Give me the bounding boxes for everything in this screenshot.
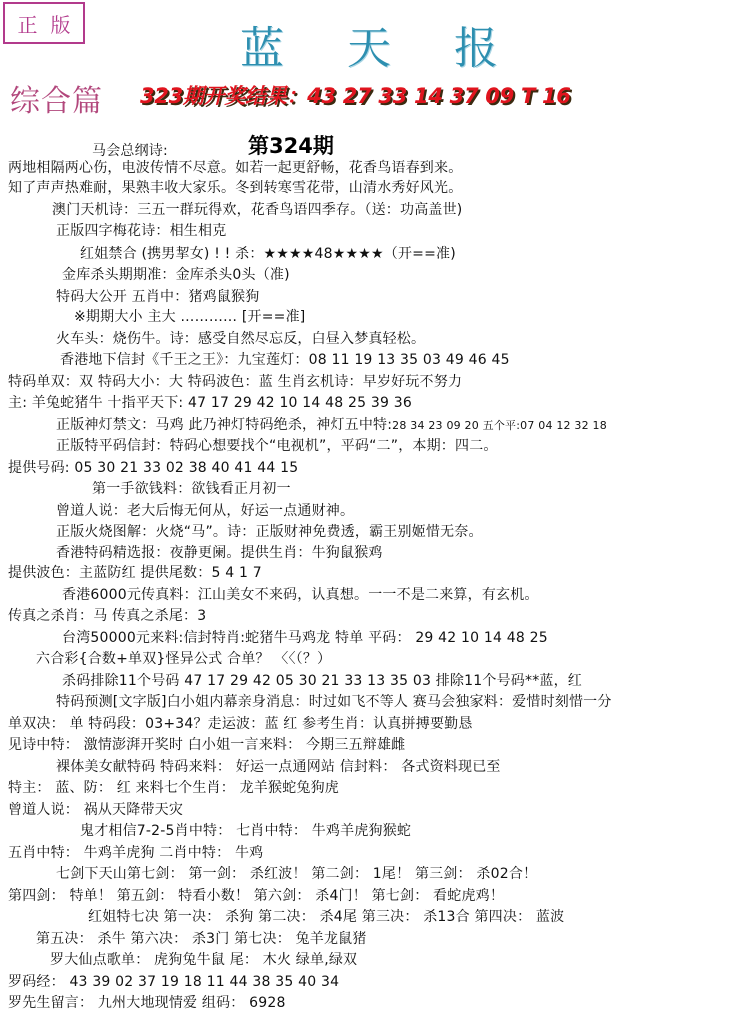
text-line — [8, 972, 339, 992]
line-text: 香港地下信封《千王之王》：九宝莲灯：08 11 19 13 35 03 49 46 45 — [60, 352, 510, 368]
text-line — [62, 265, 290, 285]
text-line — [8, 735, 405, 755]
text-line — [56, 329, 425, 349]
line-text: 曾道人说： 祸从天降带天灾 — [8, 802, 184, 818]
text-line — [8, 800, 183, 820]
line-text: 提供波色：主蓝防红 提供尾数：5 4 1 7 — [8, 565, 262, 581]
line-text: 马会总纲诗: — [92, 143, 168, 159]
text-line — [62, 628, 548, 648]
line-text: 特码大公开 五肖中：猪鸡鼠猴狗 — [56, 289, 260, 305]
text-line — [60, 350, 510, 370]
text-line — [50, 950, 357, 970]
line-text: 罗码经： 43 39 02 37 19 18 11 44 38 35 40 34 — [8, 974, 340, 990]
line-text: 知了声声热难耐，果熟丰收大家乐。冬到转寒雪花带，山清水秀好风光。 — [8, 180, 463, 196]
line-text: 两地相隔两心伤，电波传情不尽意。如若一起更舒畅，花香鸟语春到来。 — [8, 160, 463, 176]
text-line — [56, 864, 537, 884]
line-text: 香港特码精选报：夜静更阑。提供生肖：牛狗鼠猴鸡 — [56, 545, 383, 561]
line-text: 特码预测[文字版]白小姐内幕亲身消息：时过如飞不等人 赛马会独家料：爱惜时刻惜一分 — [56, 694, 612, 710]
text-line — [52, 200, 462, 220]
line-text: 六合彩{合数+单双}怪异公式 合单？ 〈〈（？） — [36, 651, 332, 667]
line-text: 传真之杀肖：马 传真之杀尾：3 — [8, 608, 207, 624]
line-text: 正版四字梅花诗：相生相克 — [56, 223, 227, 239]
text-line — [56, 221, 226, 241]
line-text: 第一手欲钱料：欲钱看正月初一 — [92, 481, 291, 497]
draw-result-banner: 323期开奖结果：43 27 33 14 37 09 T 16 — [140, 84, 571, 108]
line-text: ※期期大小 主大 ………… [开==准] — [74, 309, 306, 325]
text-line — [8, 886, 504, 906]
line-text: 单双决： 单 特码段：03+34？走运波：蓝 红 参考生肖：认真拼搏要勤恳 — [8, 716, 473, 732]
text-line — [8, 778, 339, 798]
text-line — [56, 287, 259, 307]
line-text: 正版火烧图解：火烧“马”。诗：正版财神免费透，霸王别姬惜无奈。 — [56, 524, 483, 540]
text-line — [8, 714, 473, 734]
text-line — [80, 821, 411, 841]
text-line — [80, 244, 456, 264]
line-text: 第五决： 杀牛 第六决： 杀3门 第七决： 兔羊龙鼠猪 — [36, 931, 367, 947]
line-text: 杀码排除11个号码 47 17 29 42 05 30 21 33 13 35 03 排除11个号码**蓝，红 — [62, 673, 582, 689]
line-text: 罗先生留言： 九州大地现情爱 组码： 6928 — [8, 995, 286, 1011]
title-char-1: 蓝 — [240, 23, 286, 74]
line-text: 七剑下天山第七剑： 第一剑： 杀红波！ 第二剑： 1尾！ 第三剑： 杀02合！ — [56, 866, 538, 882]
title-char-2: 天 — [347, 23, 393, 74]
line-text: 罗大仙点歌单： 虎狗兔牛鼠 尾： 木火 绿单,绿双 — [50, 952, 358, 968]
text-line — [36, 929, 367, 949]
line-text: 鬼才相信7-2-5肖中特： 七肖中特： 牛鸡羊虎狗猴蛇 — [80, 823, 412, 839]
line-text: 特主： 蓝、防： 红 来料七个生肖： 龙羊猴蛇兔狗虎 — [8, 780, 339, 796]
line-text: 裸体美女献特码 特码来料： 好运一点通网站 信封料： 各式资料现已至 — [56, 759, 501, 775]
text-line — [36, 649, 331, 669]
issue-number: 第324期 — [248, 134, 334, 158]
line-text: 五肖中特： 牛鸡羊虎狗 二肖中特： 牛鸡 — [8, 845, 264, 861]
newspaper-title — [240, 12, 500, 76]
line-text: 见诗中特： 激情澎湃开奖时 白小姐一言来料： 今期三五辩雄雌 — [8, 737, 406, 753]
text-line — [8, 178, 462, 198]
line-text: 澳门天机诗：三五一群玩得欢，花香鸟语四季存。（送：功高盖世) — [52, 202, 463, 218]
line-text: 特码单双：双 特码大小：大 特码波色：蓝 生肖玄机诗：早岁好玩不努力 — [8, 374, 463, 390]
text-line — [8, 843, 263, 863]
line-tail-text: 28 34 23 09 20 五个平:07 04 12 32 18 — [392, 419, 607, 432]
line-text: 第四剑： 特单！ 第五剑： 特看小数！ 第六剑： 杀4门！ 第七剑： 看蛇虎鸡！ — [8, 888, 505, 904]
text-line — [8, 393, 412, 413]
text-line — [8, 563, 262, 583]
text-line — [8, 372, 462, 392]
text-line — [56, 543, 383, 563]
text-line — [8, 458, 298, 478]
text-line — [62, 671, 582, 691]
text-line — [56, 757, 501, 777]
text-line — [62, 585, 539, 605]
text-line — [74, 307, 305, 327]
line-text: 提供号码: 05 30 21 33 02 38 40 41 44 15 — [8, 460, 299, 476]
stamp-right-char: 版 — [50, 12, 71, 37]
line-text: 红姐禁合 (携男挈女) ! ! 杀：★★★★48★★★★（开==准) — [80, 246, 456, 262]
line-text: 正版特平码信封：特码心想要找个“电视机”，平码“二”，本期：四二。 — [56, 438, 498, 454]
line-text: 火车头：烧伤牛。诗：感受自然尽忘反，白昼入梦真轻松。 — [56, 331, 426, 347]
line-text: 金库杀头期期准：金库杀头0头（准) — [62, 267, 290, 283]
line-text: 正版神灯禁文：马鸡 此乃神灯特码绝杀，神灯五中特: — [56, 417, 393, 433]
text-line — [92, 479, 291, 499]
text-line — [88, 907, 564, 927]
text-line — [56, 436, 498, 456]
text-line — [8, 158, 462, 178]
line-text: 主: 羊兔蛇猪牛 十指平天下: 47 17 29 42 10 14 48 25 39 36 — [8, 395, 412, 411]
text-line — [56, 522, 483, 542]
line-text: 曾道人说：老大后悔无何从，好运一点通财神。 — [56, 503, 355, 519]
line-text: 台湾50000元来料:信封特肖:蛇猪牛马鸡龙 特单 平码： 29 42 10 14 48 25 — [62, 630, 548, 646]
title-char-3: 报 — [454, 23, 500, 74]
text-line — [56, 692, 612, 712]
text-line — [8, 993, 286, 1013]
line-text: 香港6000元传真料：江山美女不来码，认真想。一一不是二来算，有玄机。 — [62, 587, 539, 603]
authentic-stamp — [3, 2, 85, 44]
text-line — [56, 501, 354, 521]
section-heading: 综合篇 — [10, 84, 103, 119]
text-line — [8, 606, 206, 626]
line-text: 红姐特七决 第一决： 杀狗 第二决： 杀4尾 第三决： 杀13合 第四决： 蓝波 — [88, 909, 565, 925]
text-line — [56, 415, 607, 436]
stamp-left-char: 正 — [17, 12, 38, 37]
